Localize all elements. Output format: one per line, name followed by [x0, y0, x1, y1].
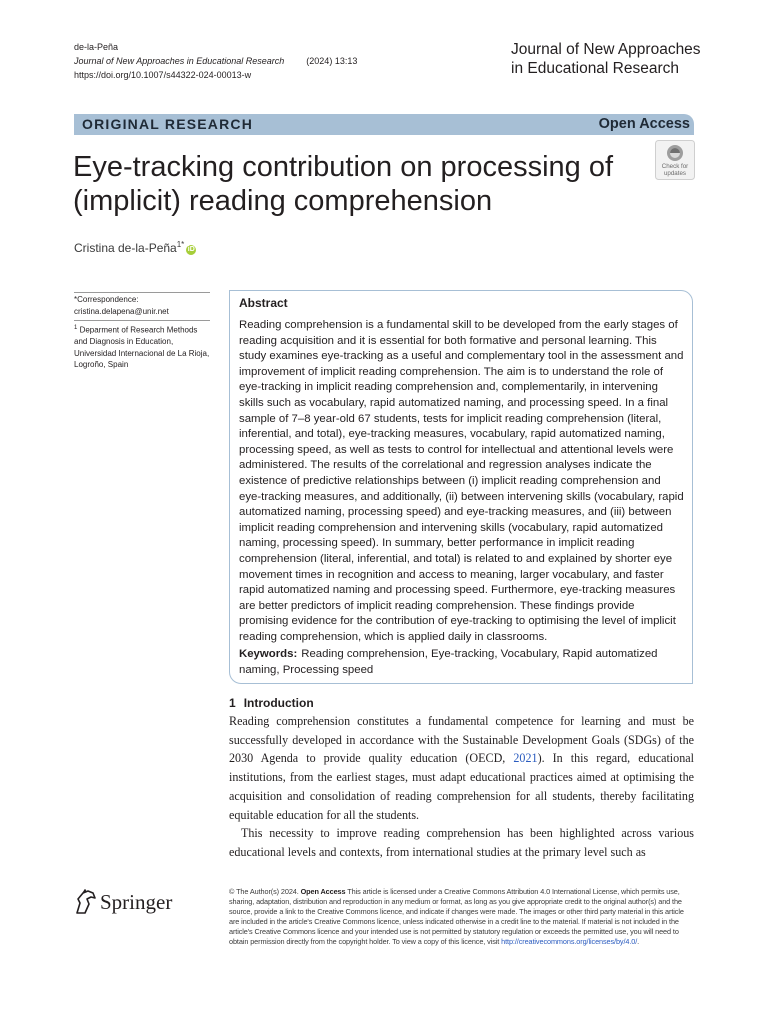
- keywords-list: Reading comprehension, Eye-tracking, Vocabulary, Rapid automatized naming, Processing speed: [239, 648, 658, 676]
- sidebar-divider: [74, 320, 210, 321]
- header-author: de-la-Peña: [74, 42, 119, 52]
- paragraph: Reading comprehension constitutes a fundamental competence for learning and must be successfully developed in accordance with the Sustainable Development Goals (SDGs) of the 2030 Agenda to provide quality education (OECD, 2021). In this regard, educational institutions, from the earliest stages, must adapt educational practices aimed at optimising the acquisition and consolidation of reading comprehension for all students, thereby facilitating equitable education for all the students.: [229, 714, 694, 822]
- citation-link[interactable]: 2021: [513, 751, 538, 766]
- springer-logo: [74, 889, 98, 920]
- correspondence-block: [74, 294, 210, 317]
- open-access-label: Open Access: [598, 116, 690, 132]
- author-line: [74, 240, 196, 255]
- check-for-updates-badge[interactable]: [655, 140, 695, 180]
- header-doi-link[interactable]: https://doi.org/10.1007/s44322-024-00013-w: [74, 70, 252, 80]
- journal-title-line2: in Educational Research: [511, 60, 680, 77]
- badge-line2: updates: [663, 170, 687, 177]
- license-footer: © The Author(s) 2024. Open Access This article is licensed under a Creative Commons Attribution 4.0 International License, which permits use, sharing, adaptation, distribution and reproduction in any medium or format, as long as you give appropriate credit to the original author(s) and the source, provide a link to the Creative Commons licence, and indicate if changes were made. The images or other third party material in this article are included in the article's Creative Commons licence, unless indicated otherwise in a credit line to the material. If material is not included in the article's Creative Commons licence and your intended use is not permitted by statutory regulation or exceeds the permitted use, you will need to obtain permission directly from the copyright holder. To view a copy of this licence, visit http://creativecommons.org/licenses/by/4.0/.: [229, 887, 684, 946]
- open-access-notice: Open Access: [300, 887, 346, 896]
- header-citation: (2024) 13:13: [306, 56, 358, 66]
- article-type-label: ORIGINAL RESEARCH: [82, 116, 254, 132]
- affiliation-block: [74, 323, 210, 371]
- correspondence-email[interactable]: cristina.delapena@unir.net: [74, 306, 169, 316]
- badge-line1: Check for: [661, 163, 689, 170]
- keywords: [239, 647, 685, 678]
- journal-title-line1: Journal of New Approaches: [511, 41, 701, 58]
- affiliation-text: Deparment of Research Methods and Diagnosis in Education, Universidad Internacional de La Rioja, Logroño, Spain: [74, 325, 210, 370]
- introduction-body: [229, 712, 694, 862]
- section-heading: [229, 696, 314, 710]
- journal-title: [511, 40, 711, 78]
- article-title: Eye-tracking contribution on processing of (implicit) reading comprehension: [73, 151, 614, 217]
- running-header: [74, 40, 357, 82]
- abstract-text: Reading comprehension is a fundamental skill to be developed from the early stages of reading acquisition and it is essential for both formative and personal learning. This study examines eye-tracking as a useful and complementary tool in the assessment and improvement of implicit reading comprehension. The aim is to understand the role of eye-tracking in implicit reading comprehension and, complementarily, in intervening skills such as vocabulary, rapid automatized naming, and processing speed. In a final sample of 7–8 year-old 67 students, tests for implicit reading comprehension (literal, inferential, and total), eye-tracking measures, vocabulary, rapid automatized naming, processing speed, as well as tests to control for intellectual and attentional levels were administered. The results of the correlational and regression analyses indicate the existence of predictive relationships between (i) implicit reading comprehension and eye-tracking measures, and additionally, (ii) between intervening skills (vocabulary, rapid automatized naming, processing speed) and eye-tracking measures, and (iii) between implicit reading comprehension and intervening skills (vocabulary, rapid automatized naming, processing speed). In summary, better performance in implicit reading comprehension (literal, inferential, and total) is related to and explained by shorter eye movement times in recognition and access to meaning, larger vocabulary, and faster rapid automatized naming and processing speed. Furthermore, eye-tracking measures are better predictors of implicit reading comprehension. These findings provide promising evidence for the contribution of eye-tracking to optimising the level of implicit reading comprehension, which is applied daily in classrooms.: [239, 319, 684, 643]
- author-name[interactable]: Cristina de-la-Peña: [74, 241, 177, 255]
- check-for-updates-icon: [655, 140, 695, 180]
- header-journal-name: Journal of New Approaches in Educational Research: [74, 56, 285, 66]
- orcid-icon[interactable]: iD: [187, 246, 195, 253]
- sidebar-divider: [74, 292, 210, 293]
- publisher-name: Springer: [100, 890, 173, 914]
- springer-horse-icon: [74, 889, 98, 915]
- author-affiliation-marker: 1*: [176, 240, 185, 249]
- section-number: 1: [229, 696, 236, 710]
- affiliation-marker: 1: [74, 325, 78, 331]
- license-link[interactable]: http://creativecommons.org/licenses/by/4.0/: [501, 937, 638, 946]
- paragraph: This necessity to improve reading comprehension has been highlighted across various educational levels and contexts, from international studies at the primary level such as: [229, 826, 694, 859]
- section-title: Introduction: [243, 696, 314, 710]
- correspondence-label: *Correspondence:: [74, 295, 139, 304]
- keywords-label: Keywords:: [239, 648, 298, 660]
- abstract-heading: Abstract: [239, 296, 288, 310]
